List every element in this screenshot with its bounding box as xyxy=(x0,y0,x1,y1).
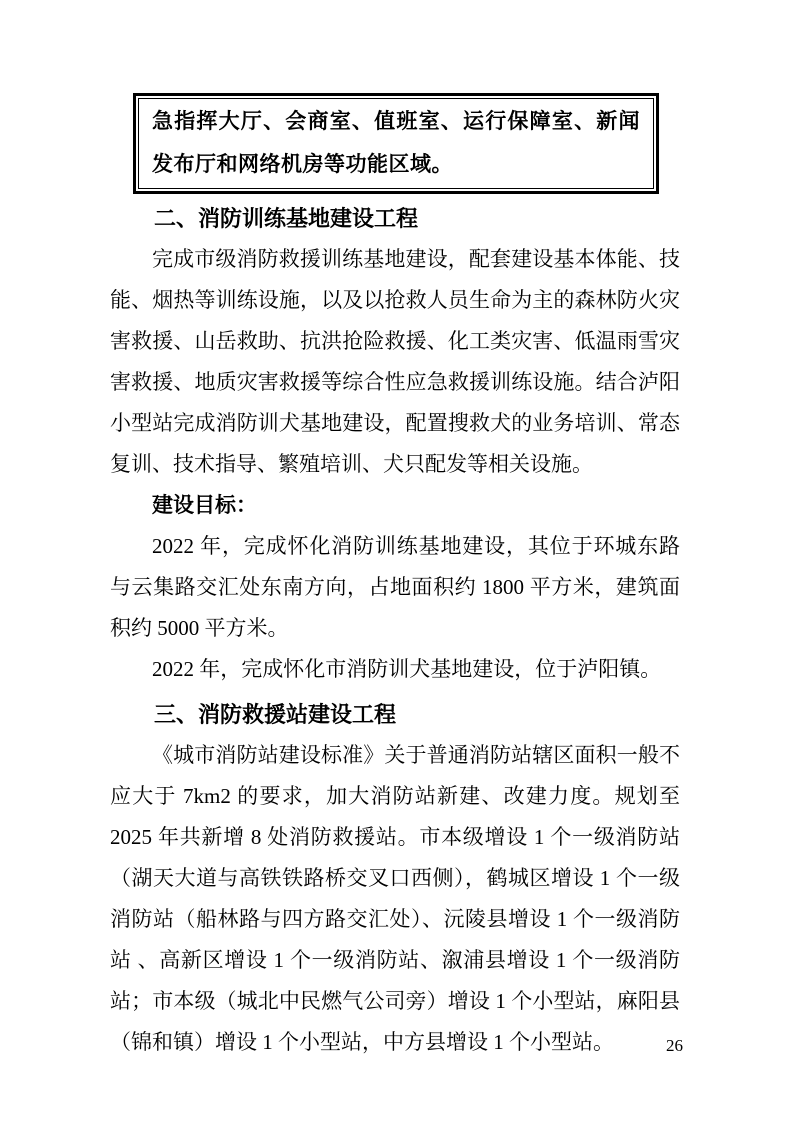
section-3-intro-paragraph: 《城市消防站建设标准》关于普通消防站辖区面积一般不应大于 7km2 的要求，加大消防站新建、改建力度。规划至 2025 年共新增 8 处消防救援站。市本级增设 1 个一级消防站（湖天大道与高铁铁路桥交叉口西侧），鹤城区增设 1 个一级消防站（船林路与四方路交汇处）、沅陵县增设 1 个一级消防站 、高新区增设 1 个一级消防站、溆浦县增设 1 个一级消防站；市本级（城北中民燃气公司旁）增设 1 个小型站，麻阳县（锦和镇）增设 1 个小型站，中方县增设 1 个小型站。 xyxy=(110,743,680,1054)
boxed-note-inner-border xyxy=(138,98,654,189)
section-2-heading: 二、消防训练基地建设工程 xyxy=(154,206,419,231)
section-2-intro-paragraph: 完成市级消防救援训练基地建设，配套建设基本体能、技能、烟热等训练设施，以及以抢救人员生命为主的森林防火灾害救援、山岳救助、抗洪抢险救援、化工类灾害、低温雨雪灾害救援、地质灾害救援等综合性应急救援训练设施。结合泸阳小型站完成消防训犬基地建设，配置搜救犬的业务培训、常态复训、技术指导、繁殖培训、犬只配发等相关设施。 xyxy=(110,247,680,476)
section-3-heading: 三、消防救援站建设工程 xyxy=(154,702,397,727)
boxed-note-text: 急指挥大厅、会商室、值班室、运行保障室、新闻发布厅和网络机房等功能区域。 xyxy=(152,110,640,176)
boxed-note xyxy=(133,93,659,194)
page-number: 26 xyxy=(666,1036,683,1055)
section-2-goals-label: 建设目标： xyxy=(152,493,257,517)
section-2-goal-paragraph-1: 2022 年，完成怀化消防训练基地建设，其位于环城东路与云集路交汇处东南方向，占地面积约 1800 平方米，建筑面积约 5000 平方米。 xyxy=(110,534,680,640)
section-2-goal-paragraph-2: 2022 年，完成怀化市消防训犬基地建设，位于泸阳镇。 xyxy=(152,657,662,681)
